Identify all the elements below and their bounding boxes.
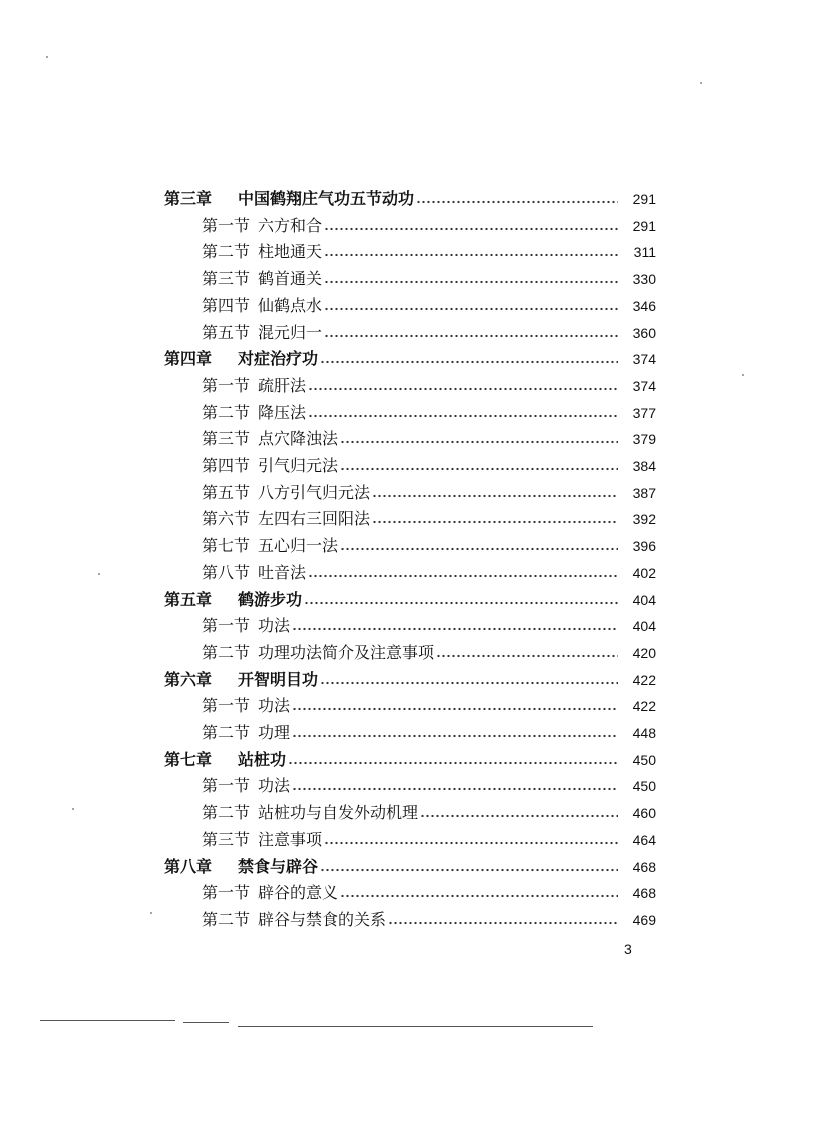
toc-entry-number: 第四节: [202, 295, 251, 315]
dot-leader: [308, 574, 618, 578]
toc-entry-title: 站桩功与自发外动机理: [258, 803, 419, 823]
toc-section-row: [202, 561, 656, 585]
toc-entry-number: 第七章: [164, 749, 213, 769]
toc-entry-number: 第八章: [164, 856, 213, 876]
toc-entry-title: 开智明目功: [238, 669, 319, 689]
toc-entry-page: 460: [632, 805, 656, 822]
toc-entry-number: 第二节: [202, 402, 251, 422]
toc-entry-number: 第三节: [202, 829, 251, 849]
toc-entry-number: 第七节: [202, 536, 251, 556]
dot-leader: [304, 601, 618, 605]
scan-speck: [46, 56, 48, 58]
toc-entry-page: 468: [632, 858, 656, 875]
scan-speck: [72, 808, 74, 810]
dot-leader: [420, 814, 618, 818]
toc-entry-title: 疏肝法: [258, 375, 307, 395]
toc-chapter-row: [164, 668, 656, 692]
toc-chapter-row: [164, 187, 656, 211]
toc-section-row: [202, 828, 656, 852]
toc-entry-title: 柱地通天: [258, 242, 323, 262]
toc-entry-page: 420: [632, 644, 656, 661]
dot-leader: [388, 921, 618, 925]
toc-entry-number: 第二节: [202, 242, 251, 262]
toc-section-row: [202, 908, 656, 932]
toc-entry-number: 第三节: [202, 429, 251, 449]
toc-entry-page: 384: [632, 458, 656, 474]
toc-entry-page: 464: [632, 831, 656, 848]
toc-entry-page: 360: [632, 324, 656, 341]
bottom-rule: [40, 1020, 175, 1021]
toc-entry-page: 311: [633, 244, 656, 261]
toc-entry-number: 第六章: [164, 669, 213, 689]
bottom-rule: [238, 1026, 593, 1027]
dot-leader: [320, 868, 618, 872]
toc-entry-page: 404: [632, 591, 656, 608]
toc-chapter-row: [164, 748, 656, 772]
toc-section-row: [202, 401, 656, 425]
dot-leader: [292, 627, 618, 631]
dot-leader: [320, 360, 618, 364]
toc-entry-title: 辟谷的意义: [258, 883, 339, 903]
toc-entry-number: 第八节: [202, 562, 251, 582]
toc-entry-page: 377: [632, 404, 656, 421]
scan-speck: [98, 573, 100, 575]
toc-entry-page: 468: [632, 885, 656, 902]
toc-entry-title: 左四右三回阳法: [258, 509, 371, 529]
toc-entry-title: 六方和合: [258, 215, 323, 235]
toc-entry-page: 404: [632, 618, 656, 635]
toc-entry-title: 禁食与辟谷: [238, 856, 319, 876]
toc-entry-title: 功理: [258, 723, 291, 742]
toc-section-row: [202, 454, 656, 478]
dot-leader: [372, 494, 618, 498]
toc-section-row: [202, 507, 656, 531]
toc-chapter-row: [164, 347, 656, 371]
dot-leader: [324, 227, 618, 231]
page-number: 3: [624, 941, 632, 957]
toc-entry-page: 379: [632, 431, 656, 448]
toc-entry-title: 混元归一: [258, 322, 323, 342]
toc-entry-title: 吐音法: [258, 562, 307, 582]
toc-entry-number: 第二节: [202, 803, 251, 823]
dot-leader: [324, 841, 618, 845]
toc-entry-number: 第一节: [202, 215, 251, 235]
toc-entry-page: 422: [632, 698, 656, 715]
scan-speck: [742, 374, 744, 376]
toc-section-row: [202, 694, 656, 718]
toc-entry-page: 402: [632, 564, 656, 581]
toc-entry-title: 对症治疗功: [238, 349, 319, 369]
dot-leader: [292, 707, 618, 711]
toc-section-row: [202, 881, 656, 905]
bottom-rule: [183, 1022, 229, 1023]
toc-entry-page: 374: [632, 377, 656, 394]
toc-entry-title: 注意事项: [258, 829, 323, 849]
toc-section-row: [202, 240, 656, 264]
toc-entry-number: 第五章: [164, 589, 213, 609]
dot-leader: [416, 200, 618, 204]
toc-entry-title: 引气归元法: [258, 456, 339, 475]
toc-entry-page: 387: [632, 484, 656, 501]
toc-chapter-row: [164, 855, 656, 879]
toc-entry-page: 469: [632, 911, 656, 928]
dot-leader: [292, 734, 618, 738]
toc-entry-title: 站桩功: [238, 749, 287, 769]
dot-leader: [436, 654, 618, 658]
toc-entry-page: 330: [632, 271, 656, 288]
toc-entry-title: 辟谷与禁食的关系: [258, 909, 387, 929]
toc-entry-number: 第一节: [202, 776, 251, 796]
toc-entry-title: 功法: [258, 776, 291, 796]
toc-entry-number: 第四节: [202, 456, 251, 475]
toc-entry-number: 第一节: [202, 883, 251, 903]
toc-section-row: [202, 427, 656, 451]
dot-leader: [340, 440, 618, 444]
toc-entry-page: 291: [632, 191, 656, 207]
dot-leader: [340, 894, 618, 898]
toc-entry-number: 第一节: [202, 616, 251, 636]
toc-entry-number: 第五节: [202, 482, 251, 502]
toc-entry-page: 374: [632, 351, 656, 368]
toc-entry-page: 392: [632, 511, 656, 528]
toc-entry-number: 第三节: [202, 269, 251, 289]
toc-entry-number: 第四章: [164, 349, 213, 369]
dot-leader: [292, 787, 618, 791]
toc-entry-number: 第一节: [202, 375, 251, 395]
dot-leader: [324, 253, 618, 257]
dot-leader: [288, 761, 618, 765]
toc-entry-number: 第二节: [202, 723, 251, 742]
toc-section-row: [202, 721, 656, 745]
toc-entry-page: 450: [632, 778, 656, 795]
toc-entry-page: 396: [632, 538, 656, 555]
dot-leader: [308, 387, 618, 391]
dot-leader: [340, 547, 618, 551]
toc-entry-page: 291: [632, 217, 656, 234]
toc-section-row: [202, 481, 656, 505]
dot-leader: [372, 520, 618, 524]
toc-entry-title: 功法: [258, 616, 291, 636]
dot-leader: [324, 334, 618, 338]
dot-leader: [324, 307, 618, 311]
dot-leader: [340, 467, 618, 471]
toc-section-row: [202, 774, 656, 798]
toc-section-row: [202, 374, 656, 398]
toc-entry-title: 八方引气归元法: [258, 482, 371, 502]
toc-section-row: [202, 267, 656, 291]
toc-section-row: [202, 214, 656, 238]
toc-section-row: [202, 641, 656, 665]
toc-entry-title: 降压法: [258, 402, 307, 422]
toc-entry-page: 448: [632, 725, 656, 741]
scan-speck: [700, 82, 702, 84]
toc-entry-page: 346: [632, 297, 656, 314]
toc-entry-number: 第六节: [202, 509, 251, 529]
toc-entry-title: 功理功法简介及注意事项: [258, 642, 435, 662]
toc-entry-number: 第五节: [202, 322, 251, 342]
toc-entry-page: 450: [632, 751, 656, 768]
toc-entry-number: 第二节: [202, 909, 251, 929]
toc-entry-page: 422: [632, 671, 656, 688]
toc-entry-title: 鹤首通关: [258, 269, 323, 289]
toc-chapter-row: [164, 588, 656, 612]
toc-entry-title: 鹤游步功: [238, 589, 303, 609]
toc-section-row: [202, 321, 656, 345]
toc-entry-title: 仙鹤点水: [258, 295, 323, 315]
toc-entry-title: 功法: [258, 696, 291, 716]
toc-section-row: [202, 534, 656, 558]
toc-entry-number: 第三章: [164, 189, 213, 208]
toc-entry-title: 五心归一法: [258, 536, 339, 556]
toc-section-row: [202, 801, 656, 825]
dot-leader: [320, 681, 618, 685]
toc-entry-number: 第一节: [202, 696, 251, 716]
toc-section-row: [202, 614, 656, 638]
toc-entry-number: 第二节: [202, 642, 251, 662]
dot-leader: [308, 414, 618, 418]
scan-speck: [150, 912, 152, 914]
toc-section-row: [202, 294, 656, 318]
dot-leader: [324, 280, 618, 284]
toc-entry-title: 点穴降浊法: [258, 429, 339, 449]
toc-entry-title: 中国鹤翔庄气功五节动功: [238, 189, 415, 208]
